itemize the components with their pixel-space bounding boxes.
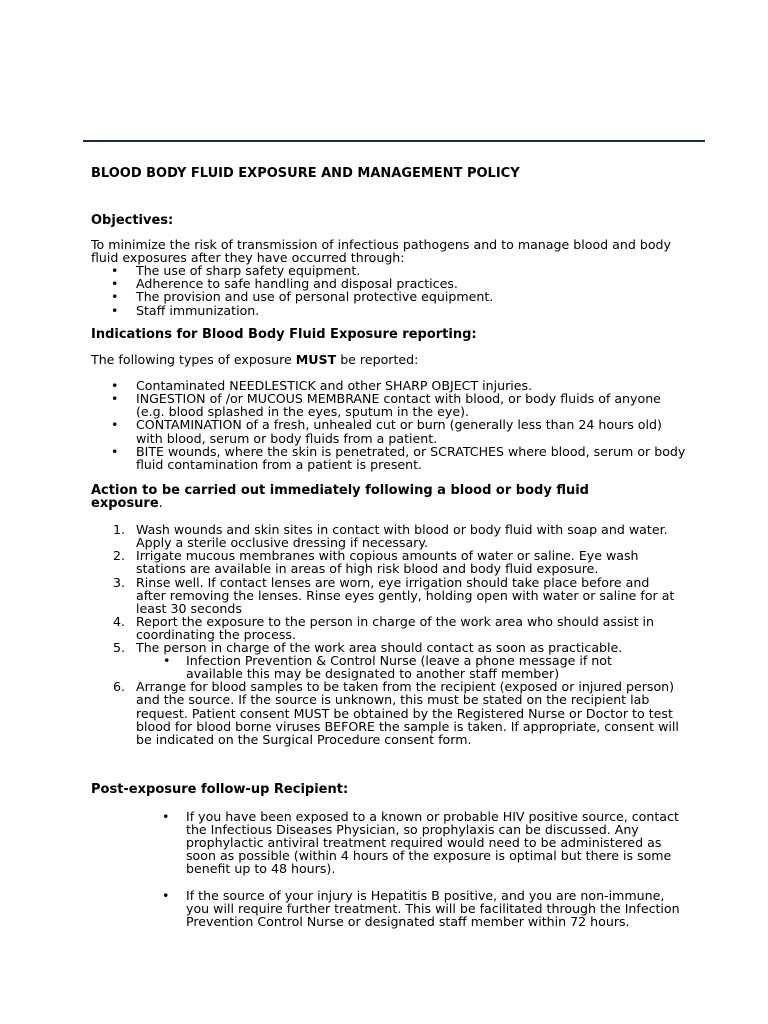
list-item [91, 680, 681, 745]
list-item: • Staff immunization. [91, 304, 691, 317]
list-item [91, 523, 681, 549]
indications-list [91, 379, 691, 471]
step-text: Wash wounds and skin sites in contact with blood or body fluid with soap and water. Apply a sterile occlusive dressing if necessary. [136, 522, 668, 551]
indications-heading: Indications for Blood Body Fluid Exposure reporting: [91, 327, 477, 342]
list-item: • If you have been exposed to a known or probable HIV positive source, contact the Infectious Diseases Physician, so prophylaxis can be discussed. Any prophylactic antiviral treatment required would need to be administered as soon as possible (within 4 hours of the exposure is optimal but there is some benefit up to 48 hours). [91, 810, 686, 875]
step-text: Arrange for blood samples to be taken from the recipient (exposed or injured person) and the source. If the source is unknown, this must be stated on the recipient lab request. Patient consent MUST be obtained by the Registered Nurse or Doctor to test blood for blood borne viruses BEFORE the sample is taken. If appropriate, consent will be indicated on the Surgical Procedure consent form. [136, 679, 679, 747]
list-item: • The use of sharp safety equipment. [91, 264, 691, 277]
action-steps [91, 523, 681, 654]
objectives-list [91, 264, 691, 316]
list-item: • CONTAMINATION of a fresh, unhealed cut or burn (generally less than 24 hours old) with blood, serum or body fluids from a patient. [91, 418, 691, 444]
list-item: • BITE wounds, where the skin is penetrated, or SCRATCHES where blood, serum or body fluid contamination from a patient is present. [91, 445, 691, 471]
action-heading [91, 484, 631, 510]
action-section [91, 484, 691, 746]
list-item [91, 576, 681, 615]
step-number: 3. [112, 574, 125, 590]
step-text: The person in charge of the work area should contact as soon as practicable. [136, 640, 623, 656]
list-item [91, 615, 681, 641]
action-heading-tail: . [158, 496, 163, 512]
step-number: 1. [112, 522, 125, 538]
post-exposure-section [91, 783, 691, 928]
indications-section [91, 328, 691, 471]
list-item [91, 549, 681, 575]
list-item: • The provision and use of personal protective equipment. [91, 290, 691, 303]
step-number: 2. [112, 548, 125, 564]
step-text: Rinse well. If contact lenses are worn, eye irrigation should take place before and after removing the lenses. Rinse eyes gently, holding open with water or saline for at least 30 seconds [136, 574, 675, 616]
intro-text: be reported: [336, 352, 419, 368]
step-text: Report the exposure to the person in charge of the work area who should assist in coordinating the process. [136, 613, 655, 642]
intro-text: The following types of exposure [91, 352, 296, 368]
post-exposure-list [91, 810, 686, 928]
header-rule [83, 140, 705, 142]
action-steps-continued [91, 680, 681, 745]
action-sub-list [91, 654, 671, 680]
list-item: • Contaminated NEEDLESTICK and other SHARP OBJECT injuries. [91, 379, 691, 392]
document-title: BLOOD BODY FLUID EXPOSURE AND MANAGEMENT POLICY [91, 166, 520, 181]
must-emphasis: MUST [295, 352, 337, 368]
objectives-intro: To minimize the risk of transmission of infectious pathogens and to manage blood and body fluid exposures after they have occurred through: [91, 237, 671, 266]
post-exposure-heading: Post-exposure follow-up Recipient: [91, 782, 349, 797]
step-number: 6. [112, 679, 125, 695]
list-item: • If the source of your injury is Hepatitis B positive, and you are non-immune, you will require further treatment. This will be facilitated through the Infection Prevention Control Nurse or designated staff member within 72 hours. [91, 889, 686, 928]
objectives-section [91, 214, 691, 317]
objectives-heading: Objectives: [91, 213, 174, 228]
list-item: • Adherence to safe handling and disposal practices. [91, 277, 691, 290]
step-text: Irrigate mucous membranes with copious amounts of water or saline. Eye wash stations are available in areas of high risk blood and body fluid exposure. [136, 548, 639, 577]
step-number: 4. [112, 613, 125, 629]
indications-intro [91, 353, 691, 366]
action-heading-text: Action to be carried out immediately following a blood or body fluid exposure [91, 483, 589, 512]
step-number: 5. [112, 640, 125, 656]
list-item: • Infection Prevention & Control Nurse (leave a phone message if not available this may be designated to another staff member) [91, 654, 671, 680]
list-item: • INGESTION of /or MUCOUS MEMBRANE contact with blood, or body fluids of anyone (e.g. blood splashed in the eyes, sputum in the eye). [91, 392, 691, 418]
